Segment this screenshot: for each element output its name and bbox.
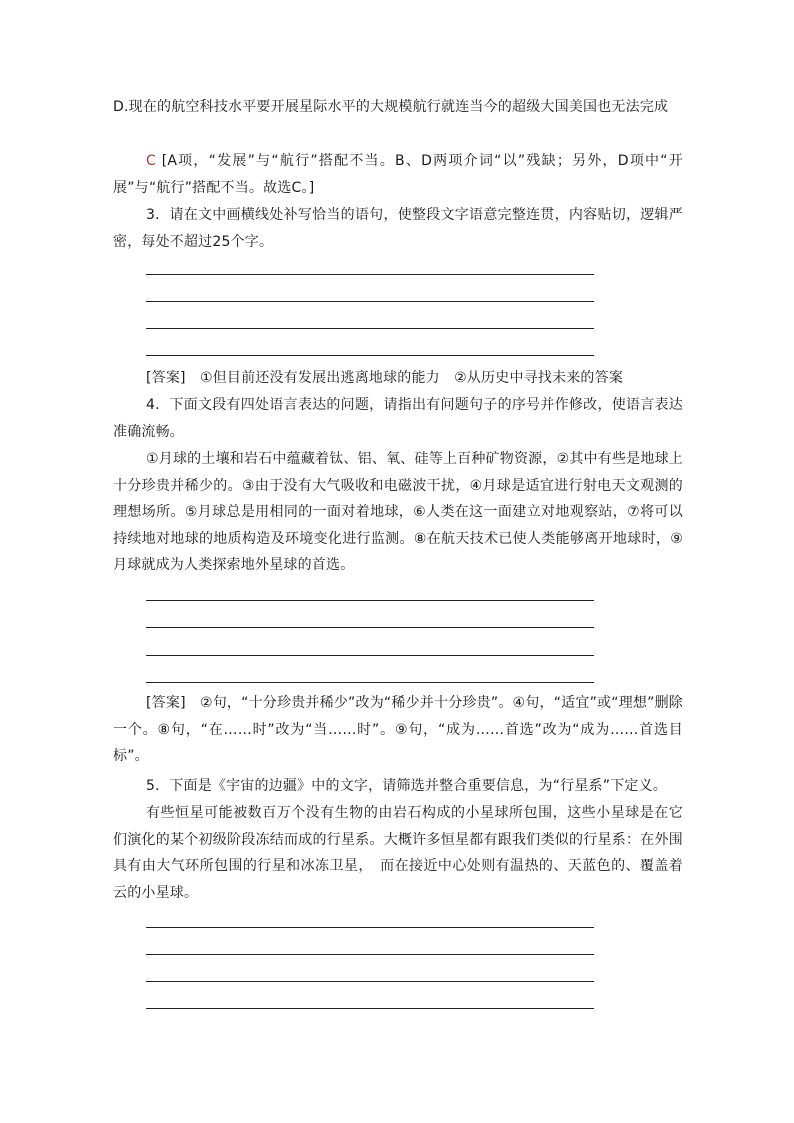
q5-passage: 有些恒星可能被数百万个没有生物的由岩石构成的小星球所包围，这些小星球是在它们演化的某个初级阶段冻结而成的行星系。大概许多恒星都有跟我们类似的行星系：在外围具有由大气环所包围的行星和冰冻卫星， 而在接近中心处则有温热的、天蓝色的、覆盖着云的小星球。: [113, 805, 683, 901]
q4-prompt: 4．下面文段有四处语言表达的问题，请指出有问题句子的序号并作修改，使语言表达准确流畅。: [113, 397, 683, 440]
q3-answer: [113, 365, 683, 392]
answer-line: [146, 301, 594, 302]
answer-line: [146, 274, 594, 275]
q4-answer-text: ②句，“十分珍贵并稀少”改为“稀少并十分珍贵”。④句，“适宜”或“理想”删除一个。⑧句，“在……时”改为“当……时”。⑨句，“成为……首选”改为“成为……首选目标”。: [113, 695, 683, 764]
answer-line: [146, 927, 594, 928]
q2-answer: [113, 148, 683, 201]
answer-line: [146, 682, 594, 683]
q2-answer-letter: C: [146, 153, 156, 169]
answer-line: [146, 328, 594, 329]
answer-tag: [答案]: [146, 695, 186, 711]
q3-prompt: 3．请在文中画横线处补写恰当的语句，使整段文字语意完整连贯，内容贴切，逻辑严密，每处不超过25个字。: [113, 207, 683, 250]
q3-answer-text: ①但目前还没有发展出逃离地球的能力 ②从历史中寻找未来的答案: [199, 370, 624, 386]
q5-prompt: 5．下面是《宇宙的边疆》中的文字，请筛选并整合重要信息，为“行星系”下定义。: [146, 778, 668, 794]
answer-tag: [答案]: [146, 370, 186, 386]
answer-line: [146, 600, 594, 601]
answer-line: [146, 981, 594, 982]
option-d: D.现在的航空科技水平要开展星际水平的大规模航行就连当今的超级大国美国也无法完成: [113, 99, 669, 115]
q4-answer: [113, 690, 683, 770]
answer-line: [146, 1008, 594, 1009]
answer-line: [146, 655, 594, 656]
answer-line: [146, 627, 594, 628]
q4-passage: ①月球的土壤和岩石中蕴藏着钛、铝、氧、硅等上百种矿物资源，②其中有些是地球上十分珍贵并稀少的。③由于没有大气吸收和电磁波干扰，④月球是适宜进行射电天文观测的理想场所。⑤月球总是用相同的一面对着地球，⑥人类在这一面建立对地观察站，⑦将可以持续地对地球的地质构造及环境变化进行监测。⑧在航天技术已使人类能够离开地球时，⑨月球就成为人类探索地外星球的首选。: [113, 451, 683, 573]
answer-line: [146, 954, 594, 955]
q2-explanation: [A项，“发展”与“航行”搭配不当。B、D两项介词“以”残缺；另外，D项中“开展”与“航行”搭配不当。故选C。]: [113, 153, 683, 196]
answer-line: [146, 355, 594, 356]
